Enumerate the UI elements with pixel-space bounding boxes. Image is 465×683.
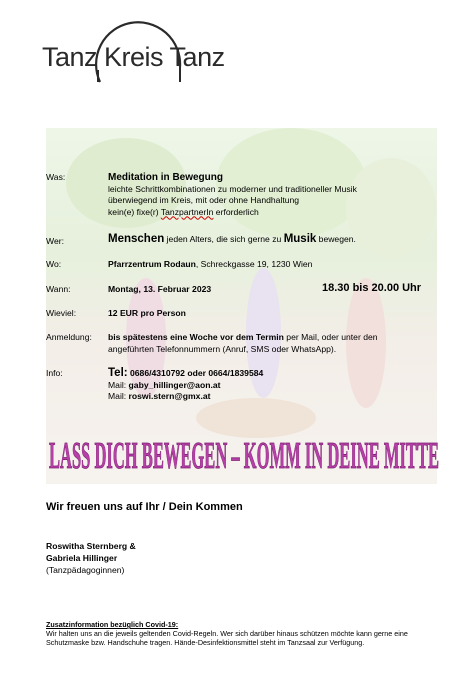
was-label: Was: bbox=[46, 172, 66, 182]
info-tel-label: Tel: bbox=[108, 367, 128, 379]
wo-address: , Schreckgasse 19, 1230 Wien bbox=[195, 259, 313, 269]
wo-label: Wo: bbox=[46, 259, 62, 269]
wann-date: Montag, 13. Februar 2023 bbox=[108, 284, 212, 294]
anmeldung-deadline: bis spätestens eine Woche vor dem Termin bbox=[108, 332, 284, 342]
anmeldung-label: Anmeldung: bbox=[46, 332, 92, 342]
info-label: Info: bbox=[46, 368, 63, 378]
info-mail-roswi[interactable]: roswi.stern@gmx.at bbox=[128, 391, 211, 401]
tanz-kreis-tanz-logo bbox=[40, 12, 240, 107]
covid-text: Wir halten uns an die jeweils geltenden Covid-Regeln. Wer sich darüber hinaus schützen möchte kann gerne eine Schutzmaske bzw. Handschuhe tragen. Hände-Desinfektionsmittel steht im Tanzsaal zur Verfügung. bbox=[46, 629, 408, 647]
signature-line1: Roswitha Sternberg & bbox=[46, 541, 136, 551]
wer-label: Wer: bbox=[46, 236, 64, 246]
was-desc-1: leichte Schrittkombinationen zu moderner und traditioneller Musik bbox=[108, 183, 357, 194]
wieviel-value: 12 EUR pro Person bbox=[108, 308, 186, 318]
info-mail-gaby[interactable]: gaby_hillinger@aon.at bbox=[128, 379, 221, 390]
wo-place: Pfarrzentrum Rodaun bbox=[108, 259, 196, 269]
wer-end: bewegen. bbox=[316, 234, 356, 244]
signature bbox=[46, 540, 136, 576]
was-title: Meditation in Bewegung bbox=[108, 172, 223, 183]
wann-label: Wann: bbox=[46, 284, 71, 294]
wieviel-label: Wieviel: bbox=[46, 308, 77, 318]
anmeldung-line2: angeführten Telefonnummern (Anruf, SMS oder WhatsApp). bbox=[108, 343, 337, 354]
logo-text: Tanz Kreis Tanz bbox=[42, 42, 225, 72]
slogan-banner bbox=[46, 432, 442, 476]
wer-musik: Musik bbox=[283, 233, 317, 245]
wer-mid: jeden Alters, die sich gerne zu bbox=[164, 234, 284, 244]
closing-text: Wir freuen uns auf Ihr / Dein Kommen bbox=[46, 501, 243, 513]
spellcheck-word: TanzpartnerIn bbox=[160, 206, 214, 217]
covid-info bbox=[46, 620, 446, 647]
signature-line2: Gabriela Hillinger bbox=[46, 553, 118, 563]
wer-menschen: Menschen bbox=[108, 233, 165, 245]
was-desc-3: kein(e) fixe(r) TanzpartnerIn erforderlich bbox=[108, 206, 259, 217]
anmeldung-rest: per Mail, oder unter den bbox=[283, 332, 378, 342]
wann-time: 18.30 bis 20.00 Uhr bbox=[322, 282, 422, 294]
covid-heading: Zusatzinformation bezüglich Covid-19: bbox=[46, 620, 179, 629]
signature-line3: (Tanzpädagoginnen) bbox=[46, 565, 125, 575]
slogan-text: LASS DICH BEWEGEN – KOMM IN DEINE MITTE bbox=[49, 435, 439, 476]
info-tel-numbers: 0686/4310792 oder 0664/1839584 bbox=[127, 368, 264, 378]
was-desc-2: überwiegend im Kreis, mit oder ohne Handhaltung bbox=[108, 195, 300, 205]
